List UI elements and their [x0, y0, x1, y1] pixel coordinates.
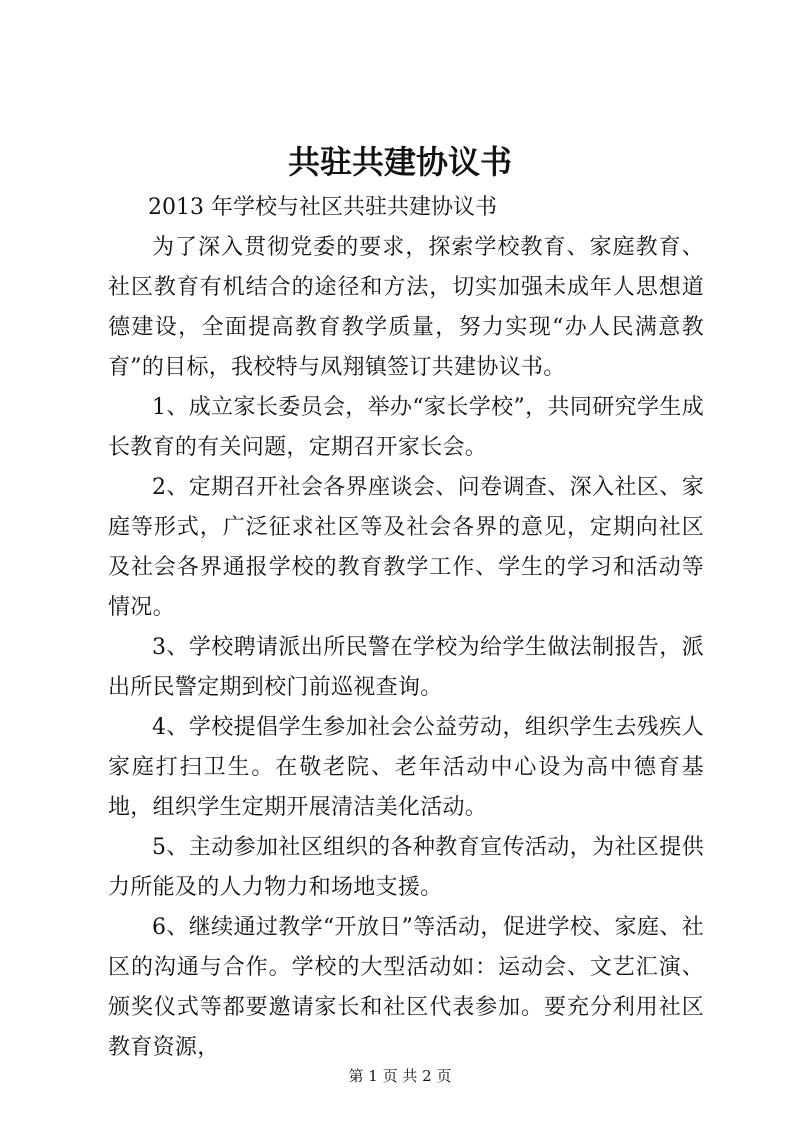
paragraph-item-5: 5、主动参加社区组织的各种教育宣传活动，为社区提供力所能及的人力物力和场地支援。 — [108, 835, 704, 900]
document-title: 共驻共建协议书 — [287, 143, 512, 181]
paragraph-intro: 为了深入贯彻党委的要求，探索学校教育、家庭教育、社区教育有机结合的途径和方法，切实加强未成年人思想道德建设，全面提高教育教学质量，努力实现“办人民满意教育”的目标，我校特与凤翔镇签订共建协议书。 — [108, 235, 704, 380]
paragraph-item-4: 4、学校提倡学生参加社会公益劳动，组织学生去残疾人家庭打扫卫生。在敬老院、老年活动中心设为高中德育基地，组织学生定期开展清洁美化活动。 — [108, 715, 704, 820]
document-body — [108, 228, 704, 1068]
paragraph-item-3: 3、学校聘请派出所民警在学校为给学生做法制报告，派出所民警定期到校门前巡视查询。 — [108, 635, 704, 700]
page-number-footer: 第 1 页 共 2 页 — [348, 1067, 452, 1085]
document-subtitle: 2013 年学校与社区共驻共建协议书 — [148, 195, 497, 220]
paragraph-item-1: 1、成立家长委员会，举办“家长学校”，共同研究学生成长教育的有关问题，定期召开家长会。 — [108, 395, 704, 460]
paragraph-item-2: 2、定期召开社会各界座谈会、问卷调查、深入社区、家庭等形式，广泛征求社区等及社会各界的意见，定期向社区及社会各界通报学校的教育教学工作、学生的学习和活动等情况。 — [108, 475, 704, 620]
paragraph-item-6: 6、继续通过教学“开放日”等活动，促进学校、家庭、社区的沟通与合作。学校的大型活动如：运动会、文艺汇演、颁奖仪式等都要邀请家长和社区代表参加。要充分利用社区教育资源， — [108, 915, 704, 1060]
